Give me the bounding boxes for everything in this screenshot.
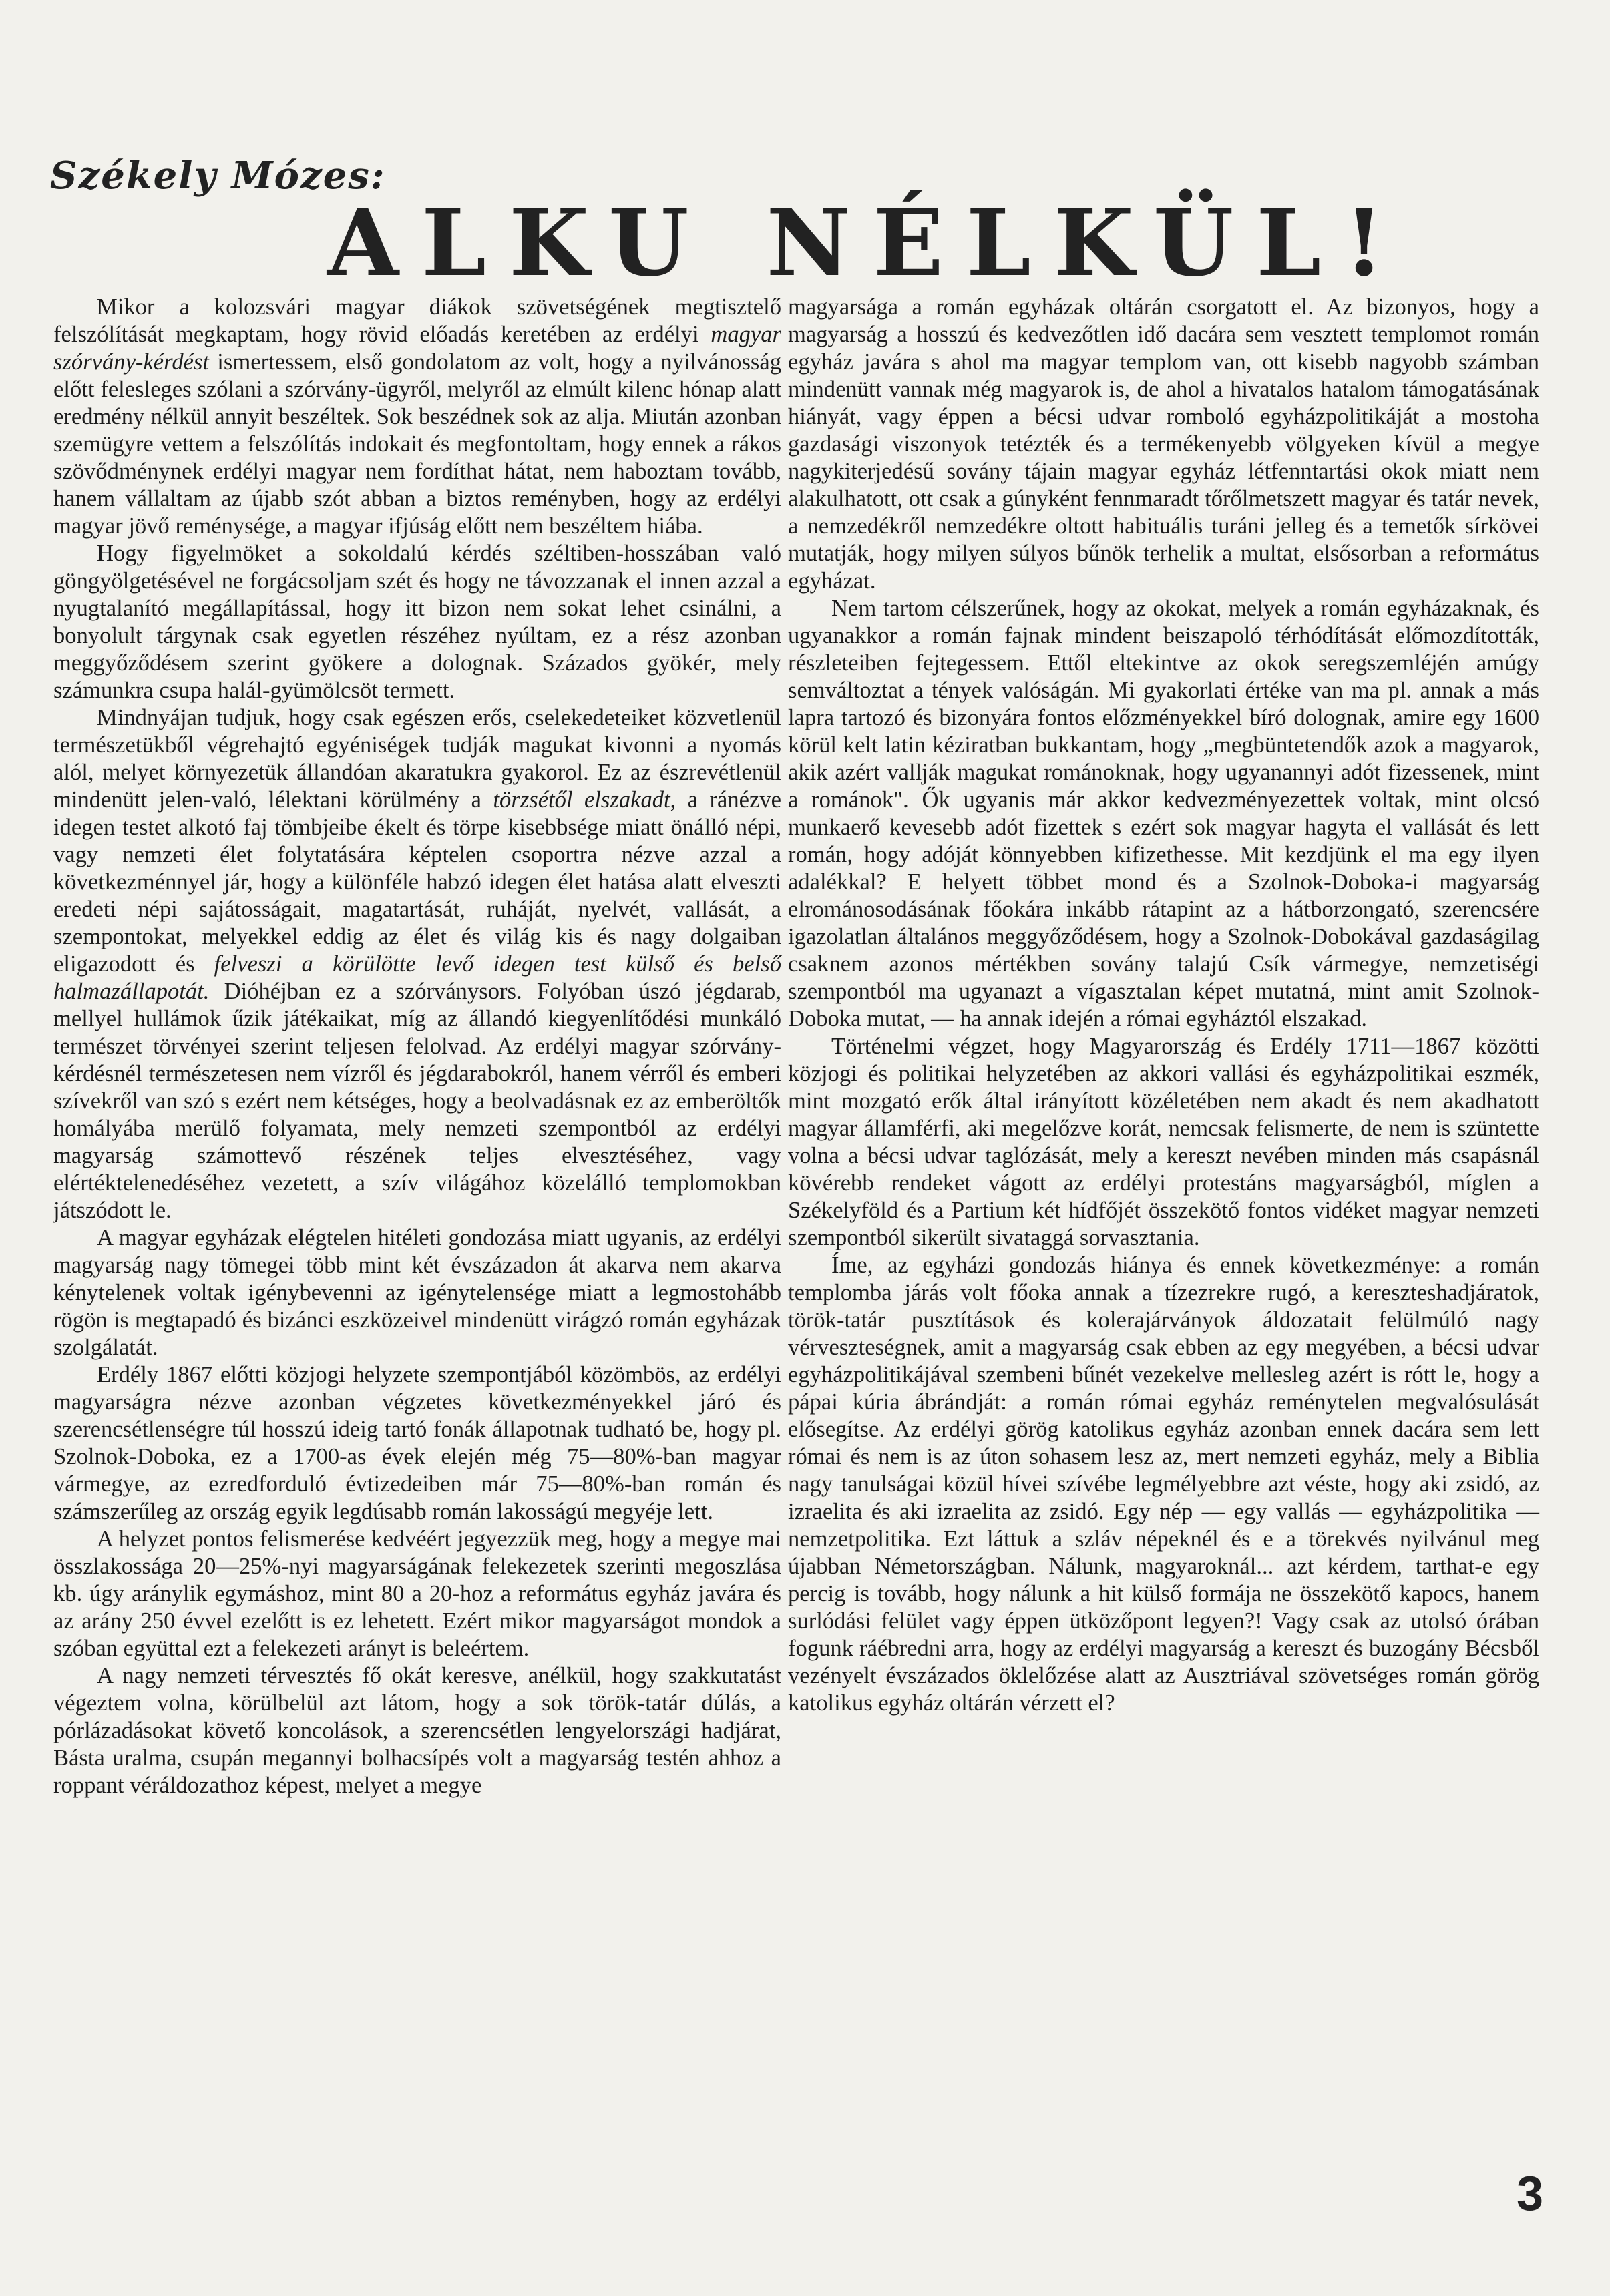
paragraph <box>788 1252 1539 1717</box>
emphasized-text: magyar szórvány-kérdést <box>53 322 781 375</box>
right-column <box>788 294 1539 1717</box>
paragraph-text: Íme, az egyházi gondozás hiánya és ennek következménye: a román templomba járás volt főoka annak a tízezrekre rugó, a kereszteshadjáratok, török-tatár pusztítások és kolerajárványok áldozatait felülmúló nagy vérveszteségnek, amit a magyarság csak ebben az egy megyében, a bécsi udvar egyházpolitikájával szembeni bűnét vezekelve mellesleg azért is rótt le, hogy a pápai kúria ábrándját: a román római egyház reménytelen megvalósulását elősegítse. Az erdélyi görög katolikus egyház azonban ennek dacára sem lett római és nem is az úton sohasem lesz az, mert nemzeti egyház, mely a Biblia nagy tanulságai közül hívei szívébe legmélyebbre azt véste, hogy aki zsidó, az izraelita és aki izraelita az zsidó. Egy nép — egy vallás — egyházpolitika — nemzetpolitika. Ezt láttuk a szláv népeknél és e a törekvés nyilvánul meg újabban Németországban. Nálunk, magyaroknál... azt kérdem, tarthat-e egy percig is tovább, hogy nálunk a hit külső formája ne összekötő kapocs, hanem surlódási felület vagy éppen ütközőpont legyen?! Vagy csak az utolsó órában fogunk ráébredni arra, hogy az erdélyi magyarság a kereszt és buzogány Bécsből vezényelt évszázados öklelőzése alatt az Ausztriával szövetséges román görög katolikus egyház oltárán vérzett el? <box>788 1252 1539 1716</box>
paragraph-text: Mikor a kolozsvári magyar diákok szövetségének megtisztelő felszólítását megkaptam, hogy rövid előadás keretében az erdélyi <box>53 294 781 347</box>
paragraph <box>53 294 781 540</box>
paragraph <box>53 540 781 704</box>
paragraph <box>53 1361 781 1526</box>
paragraph <box>53 704 781 1224</box>
page-number: 3 <box>1516 2167 1543 2221</box>
paragraph-text: Nem tartom célszerűnek, hogy az okokat, melyek a román egyházaknak, és ugyanakkor a román fajnak mindent beiszapoló térhódítását előmozdították, részleteiben fejtegessem. Ettől eltekintve az okok seregszemléjén amúgy semváltoztat a tények valóságán. Mi gyakorlati értéke van ma pl. annak a más lapra tartozó és bizonyára fontos előzményekkel bíró dolognak, amire egy 1600 körül kelt latin kéziratban bukkantam, hogy „megbüntetendők azok a magyarok, akik azért vallják magukat románoknak, hogy ugyanannyi adót fizessenek, mint a románok". Ők ugyanis már akkor kedvezményezettek voltak, mint olcsó munkaerő kevesebb adót fizettek s ezért sok magyar hagyta el vallását és lett román, hogy adóját könnyebben kifizethesse. Mit kezdjünk el ma egy ilyen adalékkal? E helyett többet mond és a Szolnok-Doboka-i magyarság elrománosodásának főokára inkább rátapint az a hátborzongató, szerencsére igazolatlan általános meggyőződésem, hogy a Szolnok-Dobokával gazdaságilag csaknem azonos mértékben sovány talajú Csík vármegye, nemzetiségi szempontból ma ugyanazt a vígasztalan képet mutatná, mint amit Szolnok-Doboka mutat, — ha annak idején a római egyháztól elszakad. <box>788 596 1539 1031</box>
emphasized-text: felveszi a körülötte levő idegen test külső és belső halmazállapotát. <box>53 951 781 1004</box>
paragraph <box>788 595 1539 1033</box>
paragraph-text: Erdély 1867 előtti közjogi helyzete szempontjából közömbös, az erdélyi magyarságra nézve azonban végzetes következményekkel járó és szerencsétlenségre túl hosszú ideig tartó fonák állapotnak tudható be, hogy pl. Szolnok-Doboka, ez a 1700-as évek elején még 75—80%-ban magyar vármegye, az ezredforduló évtizedeiben már 75—80%-ban román és számszerűleg az ország egyik legdúsabb román lakosságú megyéje lett. <box>53 1362 781 1524</box>
paragraph-text: magyarsága a román egyházak oltárán csorgatott el. Az bizonyos, hogy a magyarság a hosszú és kedvezőtlen idő dacára sem vesztett templomot román egyház javára s ahol ma magyar templom van, ott kisebb nagyobb számban mindenütt vannak még magyarok is, de ahol a hivatalos hatalom támogatásának hiányát, vagy éppen a bécsi udvar romboló egyházpolitikáját a mostoha gazdasági viszonyok tetézték és a termékenyebb völgyeken kívül a megye nagykiterjedésű sovány tájain magyar egyház létfenntartási okok miatt nem alakulhatott, ott csak a gúnyként fennmaradt tőrőlmetszett magyar és tatár nevek, a nemzedékről nemzedékre oltott habituális turáni jelleg és a temetők sírkövei mutatják, hogy milyen súlyos bűnök terhelik a multat, elsősorban a református egyházat. <box>788 294 1539 594</box>
paragraph <box>788 1033 1539 1252</box>
paragraph-text: Mindnyájan tudjuk, hogy csak egészen erős, cselekedeteiket közvetlenül természetükből végrehajtó egyéniségek tudják magukat kivonni a nyomás alól, melyet környezetük állandóan akaratukra gyakorol. Ez az észrevétlenül mindenütt jelen-való, lélektani körülmény a <box>53 705 781 813</box>
paragraph-text: Történelmi végzet, hogy Magyarország és Erdély 1711—1867 közötti közjogi és politikai helyzetében az akkori vallási és egyházpolitikai eszmék, mint mozgató erők által irányított közéletében nem akadt és nem akadhatott magyar államférfi, aki megelőzve korát, nemcsak felismerte, de nem is szüntette volna a bécsi udvar taglózását, mely a kereszt nevében minden más csapásnál kövérebb rendeket vágott az erdélyi protestáns magyarságból, míglen a Székelyföld és a Partium két hídfőjét összekötő fontos vidéket magyar nemzeti szempontból sikerült sivataggá sorvasztania. <box>788 1034 1539 1250</box>
paragraph-text: A helyzet pontos felismerése kedvéért jegyezzük meg, hogy a megye mai összlakossága 20—25%-nyi magyarságának felekezetek szerinti megoszlása kb. úgy aránylik egymáshoz, mint 80 a 20-hoz a református egyház javára és az arány 250 évvel ezelőtt is ez lehetett. Ezért mikor magyarságot mondok a szóban együttal ezt a felekezeti arányt is beleértem. <box>53 1526 781 1661</box>
paragraph-text: ismertessem, első gondolatom az volt, hogy a nyilvánosság előtt felesleges szólani a szórvány-ügyről, melyről az elmúlt kilenc hónap alatt eredmény nélkül annyit beszéltek. Sok beszédnek sok az alja. Miután azonban szemügyre vettem a felszólítás indokait és megfontoltam, hogy ennek a rákos szövődménynek erdélyi magyar nem fordíthat hátat, nem haboztam tovább, hanem vállaltam az újabb szót abban a biztos reményben, hogy az erdélyi magyar jövő reménysége, a magyar ifjúság előtt nem beszéltem hiába. <box>53 349 781 539</box>
paragraph-text: A nagy nemzeti térvesztés fő okát keresve, anélkül, hogy szakkutatást végeztem volna, körülbelül azt látom, hogy a sok török-tatár dúlás, a pórlázadásokat követő koncolások, a szerencsétlen lengyelországi hadjárat, Básta uralma, csupán megannyi bolhacsípés volt a magyarság testén ahhoz a roppant véráldozathoz képest, melyet a megye <box>53 1663 781 1798</box>
article-title: ALKU NÉLKÜL! <box>327 188 1407 297</box>
paragraph <box>53 1224 781 1361</box>
paragraph <box>53 1526 781 1662</box>
paragraph-text: , a ránézve idegen testet alkotó faj tömbjeibe ékelt és törpe kisebbsége miatt önálló népi, vagy nemzeti élet folytatására képtelen csoportra nézve azzal a következménnyel jár, hogy a különféle habzó idegen élet hatása alatt elveszti eredeti népi sajátosságait, magatartását, ruháját, nyelvét, vallását, a szempontokat, melyekkel eddig az élet és világ kis és nagy dolgaiban eligazodott és <box>53 787 781 977</box>
paragraph-text: A magyar egyházak elégtelen hitéleti gondozása miatt ugyanis, az erdélyi magyarság nagy tömegei több mint két évszázadon át akarva nem akarva kénytelenek voltak igénybevenni az igénytelensége miatt a legmostohább rögön is megtapadó és bizánci eszközeivel mindenütt virágzó román egyházak szolgálatát. <box>53 1225 781 1360</box>
paragraph-text: Hogy figyelmöket a sokoldalú kérdés széltiben-hosszában való göngyölgetésével ne forgácsoljam szét és hogy ne távozzanak el innen azzal a nyugtalanító megállapítással, hogy itt bizon nem sokat lehet csinálni, a bonyolult tárgynak csak egyetlen részéhez nyúltam, ez a rész azonban meggyőződésem szerint gyökere a dolognak. Százados gyökér, mely számunkra csupa halál-gyümölcsöt termett. <box>53 541 781 703</box>
author-byline: Székely Mózes: <box>50 154 386 198</box>
paragraph <box>788 294 1539 595</box>
paragraph <box>53 1662 781 1799</box>
paragraph-text: Dióhéjban ez a szórványsors. Folyóban úszó jégdarab, mellyel hullámok űzik játékaikat, míg az állandó kiegyenlítődési munkáló természet törvényei szerint teljesen felolvad. Az erdélyi magyar szórvány-kérdésnél természetesen nem vízről és jégdarabokról, hanem vérről és emberi szívekről van szó s ezért nem kétséges, hogy a beolvadásnak ez az emberöltők homályába merülő folyamata, mely nemzeti szempontból az erdélyi magyarság számottevő részének teljes elvesztéséhez, vagy elértéktelenedéséhez vezetett, a szív világához közelálló templomokban játszódott le. <box>53 979 781 1223</box>
emphasized-text: törzsétől elszakadt <box>493 787 670 813</box>
left-column <box>53 294 781 1799</box>
